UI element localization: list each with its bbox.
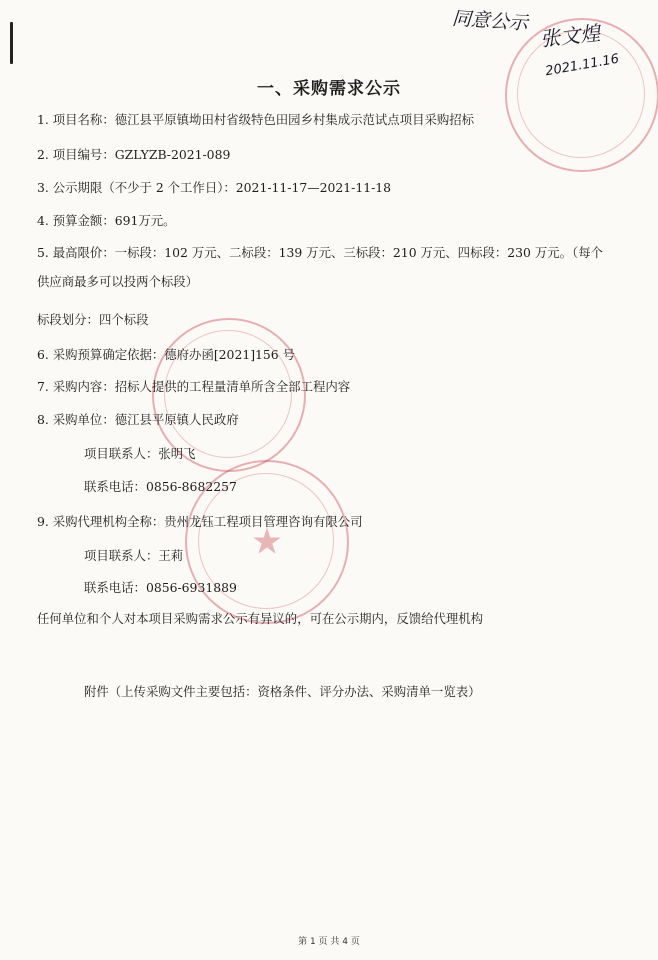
purchaser-contact-person: 项目联系人：张明飞	[84, 446, 196, 461]
handwritten-date: 2021.11.16	[544, 51, 621, 80]
item-purchaser: 8. 采购单位：德江县平原镇人民政府	[37, 412, 239, 427]
scan-edge-mark	[10, 22, 13, 64]
item-lot-division: 标段划分：四个标段	[37, 312, 149, 327]
handwritten-signature: 张文煌	[539, 20, 602, 52]
item-content: 7. 采购内容：招标人提供的工程量清单所含全部工程内容	[37, 379, 351, 394]
item-project-name: 1. 项目名称：德江县平原镇坳田村省级特色田园乡村集成示范试点项目采购招标	[37, 112, 475, 127]
item-budget-basis: 6. 采购预算确定依据：德府办函[2021]156 号	[37, 347, 296, 362]
star-icon: ★	[250, 521, 284, 563]
item-price-limit-cont: 供应商最多可以投两个标段）	[37, 274, 199, 289]
attachment-note: 附件（上传采购文件主要包括：资格条件、评分办法、采购清单一览表）	[84, 684, 481, 699]
purchaser-contact-phone: 联系电话：0856-8682257	[84, 479, 237, 494]
agency-contact-person: 项目联系人：王莉	[84, 548, 184, 563]
page-footer: 第 1 页 共 4 页	[298, 937, 360, 947]
item-notice-period: 3. 公示期限（不少于 2 个工作日）：2021-11-17—2021-11-18	[37, 180, 392, 195]
page-title: 一、采购需求公示	[257, 79, 401, 99]
agency-contact-phone: 联系电话：0856-6931889	[84, 580, 237, 595]
objection-notice: 任何单位和个人对本项目采购需求公示有异议的，可在公示期内，反馈给代理机构	[37, 611, 484, 626]
handwritten-approval: 同意公示	[451, 7, 529, 35]
item-agency: 9. 采购代理机构全称：贵州龙钰工程项目管理咨询有限公司	[37, 514, 363, 529]
item-budget: 4. 预算金额：691万元。	[37, 213, 176, 228]
item-price-limit: 5. 最高限价：一标段：102 万元、二标段：139 万元、三标段：210 万元、四标段：230 万元。（每个	[37, 245, 603, 260]
item-project-number: 2. 项目编号：GZLYZB-2021-089	[37, 147, 231, 162]
